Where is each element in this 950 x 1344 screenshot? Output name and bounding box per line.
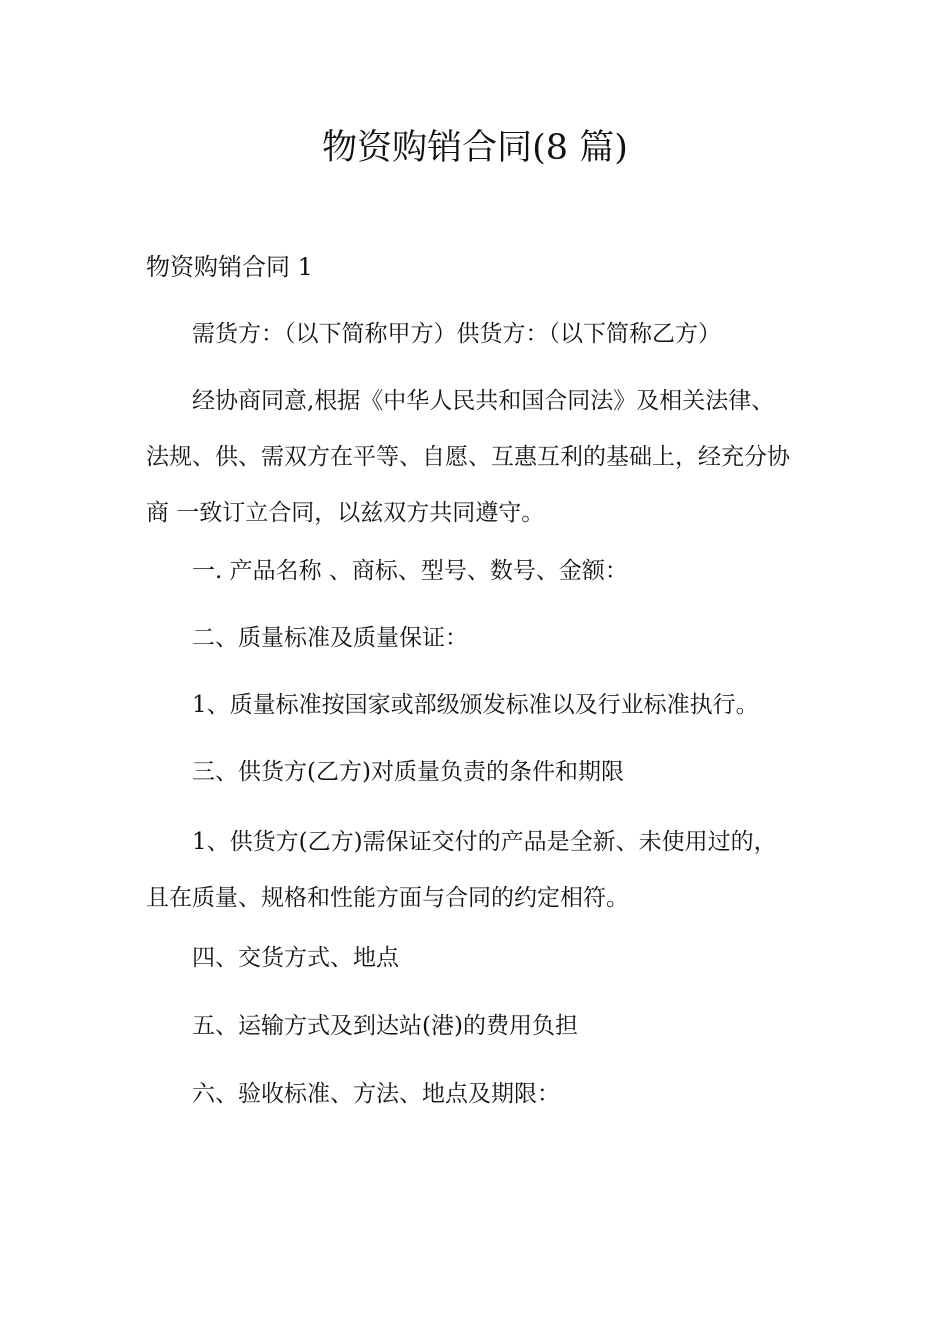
document-title: 物资购销合同(8 篇) <box>322 128 628 168</box>
section-heading: 物资购销合同 1 <box>146 253 313 281</box>
clause-1-heading <box>146 543 814 599</box>
paragraph-line: 四、交货方式、地点 <box>192 945 399 971</box>
clause-5-heading <box>146 998 814 1054</box>
clause-6-heading <box>146 1066 814 1122</box>
paragraph-preamble <box>146 373 814 541</box>
clause-3-item-1 <box>146 814 814 926</box>
paragraph-parties <box>146 306 814 362</box>
clause-2-item-1 <box>146 677 814 733</box>
paragraph-line: 经协商同意,根据《中华人民共和国合同法》及相关法律、 <box>192 388 775 414</box>
paragraph-line: 二、质量标准及质量保证： <box>192 625 468 651</box>
clause-2-heading <box>146 610 814 666</box>
paragraph-line: 1、供货方(乙方)需保证交付的产品是全新、未使用过的， <box>192 829 777 855</box>
paragraph-line: 1、质量标准按国家或部级颁发标准以及行业标准执行。 <box>192 692 759 718</box>
paragraph-line: 且在质量、规格和性能方面与合同的约定相符。 <box>146 885 629 911</box>
clause-4-heading <box>146 930 814 986</box>
paragraph-line: 需货方：（以下简称甲方）供货方：（以下简称乙方） <box>192 321 721 347</box>
paragraph-line: 三、供货方(乙方)对质量负责的条件和期限 <box>192 759 624 785</box>
clause-3-heading <box>146 744 814 800</box>
paragraph-line: 一. 产品名称 、商标、型号、数号、金额： <box>192 558 628 584</box>
paragraph-line: 商 一致订立合同，以兹双方共同遵守。 <box>146 500 545 526</box>
paragraph-line: 五、运输方式及到达站(港)的费用负担 <box>192 1013 578 1039</box>
paragraph-line: 法规、供、需双方在平等、自愿、互惠互利的基础上，经充分协 <box>146 444 790 470</box>
paragraph-line: 六、验收标准、方法、地点及期限： <box>192 1081 560 1107</box>
